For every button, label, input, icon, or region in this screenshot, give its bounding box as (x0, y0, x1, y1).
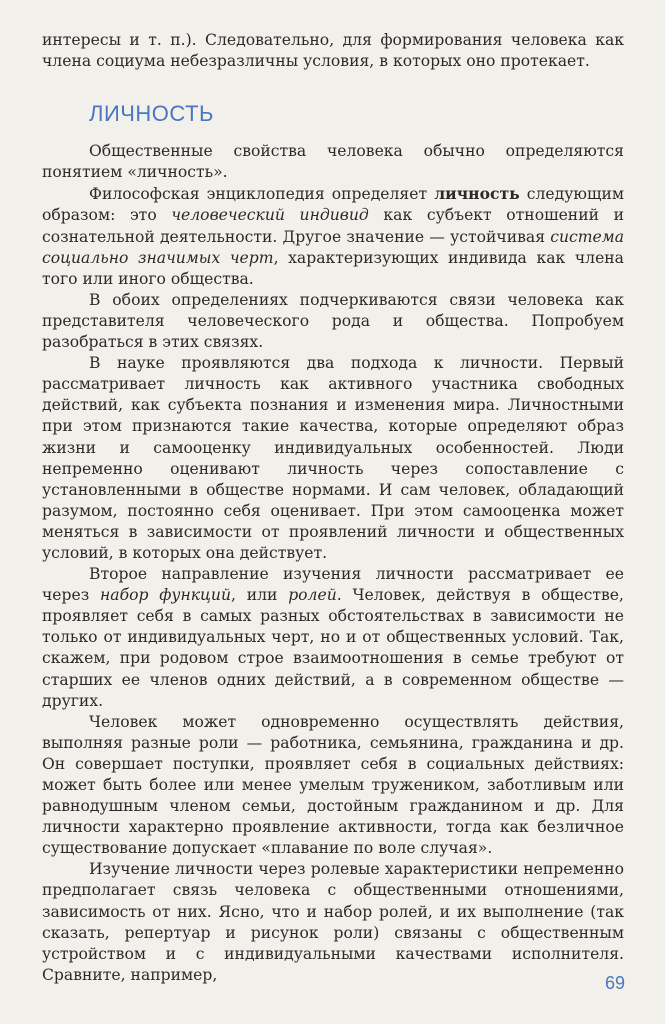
text-run: следующим образом: это (42, 185, 625, 225)
text-run: Философская энциклопедия определяет (89, 185, 435, 204)
paragraph-5 (42, 564, 624, 712)
page-number: 69 (604, 973, 625, 993)
term-italic: набор функций (100, 586, 232, 605)
text-run: , характеризующих индивида как члена того или иного общества. (42, 248, 624, 288)
paragraph-4: В науке проявляются два подхода к личности. Первый рассматривает личность как активного участника свободных действий, как субъекта познания и изменения мира. Личностными при этом признаются такие качества, которые определяют образ жизни и самооценку индивидуальных особенностей. Люди непременно оценивают личность через сопоставление с установленными в обществе нормами. И сам человек, обладающий разумом, постоянно себя оценивает. При этом самооценка может меняться в зависимости от проявлений личности и общественных условий, в которых она действует. (42, 354, 624, 562)
paragraph-3: В обоих определениях подчеркиваются связи человека как представителя человеческого рода и общества. Попробуем разобраться в этих связях. (42, 290, 624, 352)
intro-paragraph: интересы и т. п.). Следовательно, для формирования человека как члена социума небезразличны условия, в которых оно протекает. (42, 31, 624, 71)
term-bold: личность (434, 184, 520, 204)
paragraph-7: Изучение личности через ролевые характеристики непременно предполагает связь человека с общественными отношениями, зависимость от них. Ясно, что и набор ролей, и их выполнение (так сказать, репертуар и рисунок роли) связаны с общественным устройством и с индивидуальными качествами исполнителя. Сравните, например, (42, 860, 624, 984)
paragraph-6: Человек может одновременно осуществлять действия, выполняя разные роли — работника, семьянина, гражданина и др. Он совершает поступки, проявляет себя в социальных действиях: может быть более или менее умелым тружеником, заботливым или равнодушным членом семьи, достойным гражданином и др. Для личности характерно проявление активности, тогда как безличное существование допускает «плавание по воле случая». (42, 712, 624, 858)
page-content (42, 30, 624, 986)
paragraph-1: Общественные свойства человека обычно определяются понятием «личность». (42, 142, 624, 182)
term-italic: человеческий индивид (171, 206, 369, 225)
text-run: Второе направление изучения личности рассматривает ее через (42, 565, 624, 605)
text-run: . Человек, действуя в обществе, проявляет себя в самых разных обстоятельствах в зависимости не только от индивидуальных черт, но и от общественных условий. Так, скажем, при родовом строе взаимоотношения в семье требуют от старших ее членов одних действий, а в современном обществе — других. (42, 586, 624, 710)
text-run: , или (231, 586, 289, 605)
term-italic: система социально значимых черт (42, 227, 624, 267)
section-heading: ЛИЧНОСТЬ (89, 101, 214, 127)
term-italic: ролей (288, 586, 337, 605)
text-run: как субъект отношений и сознательной деятельности. Другое значение — устойчивая (42, 206, 625, 246)
paragraph-2 (42, 183, 624, 289)
